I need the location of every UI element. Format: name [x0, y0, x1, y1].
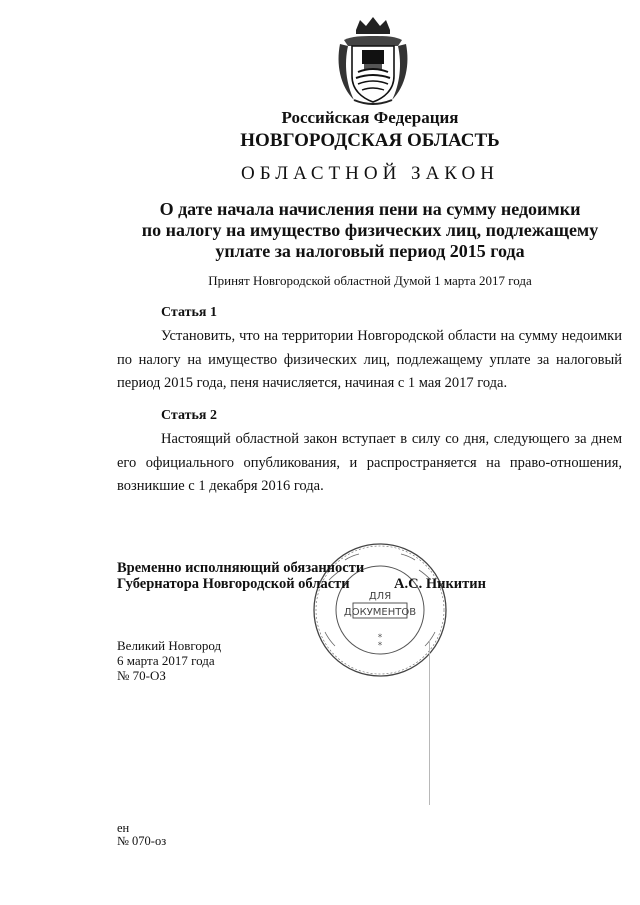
article-2-heading: Статья 2	[161, 408, 217, 423]
signatory-name: А.С. Никитин	[394, 576, 486, 592]
article-2-text	[117, 428, 622, 499]
signing-date: 6 марта 2017 года	[117, 653, 215, 668]
stamp-center-line1: ДЛЯ	[368, 591, 392, 602]
svg-text:*: *	[377, 641, 383, 651]
article-1-text	[117, 325, 622, 396]
svg-text:*: *	[377, 633, 383, 643]
article-2-paragraph: Настоящий областной закон вступает в силу со дня, следующего за днем его официального опубликования, и распространяется на право-отношения, возникшие с 1 декабря 2016 года.	[117, 431, 622, 494]
signature-title	[117, 560, 364, 592]
signature-title-line2: Губернатора Новгородской области	[117, 576, 350, 592]
place-date-block	[117, 638, 221, 683]
vertical-rule	[429, 640, 430, 805]
coat-of-arms-emblem	[332, 14, 414, 108]
footer-number: № 070-оз	[117, 834, 167, 848]
law-number: № 70-ОЗ	[117, 668, 166, 683]
law-title-line: О дате начала начисления пени на сумму недоимки	[159, 199, 581, 219]
article-1-heading: Статья 1	[161, 305, 217, 320]
footer-block	[117, 822, 166, 848]
stamp-center-line2: ДОКУМЕНТОВ	[343, 607, 417, 618]
law-title-line: по налогу на имущество физических лиц, подлежащему	[141, 220, 599, 240]
adoption-note: Принят Новгородской областной Думой 1 марта 2017 года	[208, 273, 532, 288]
law-title	[80, 199, 640, 262]
document-type: ОБЛАСТНОЙ ЗАКОН	[241, 163, 499, 184]
article-1-paragraph: Установить, что на территории Новгородской области на сумму недоимки по налогу на имущество физических лиц, подлежащему уплате за налоговый период 2015 года, пеня начисляется, начиная с 1 мая 2017 года.	[117, 328, 622, 391]
city: Великий Новгород	[117, 638, 222, 653]
country-name: Российская Федерация	[281, 108, 459, 127]
footer-initials: ен	[117, 821, 130, 835]
region-name: НОВГОРОДСКАЯ ОБЛАСТЬ	[240, 130, 500, 151]
signature-title-line1: Временно исполняющий обязанности	[117, 560, 365, 576]
law-title-line: уплате за налоговый период 2015 года	[215, 241, 525, 261]
